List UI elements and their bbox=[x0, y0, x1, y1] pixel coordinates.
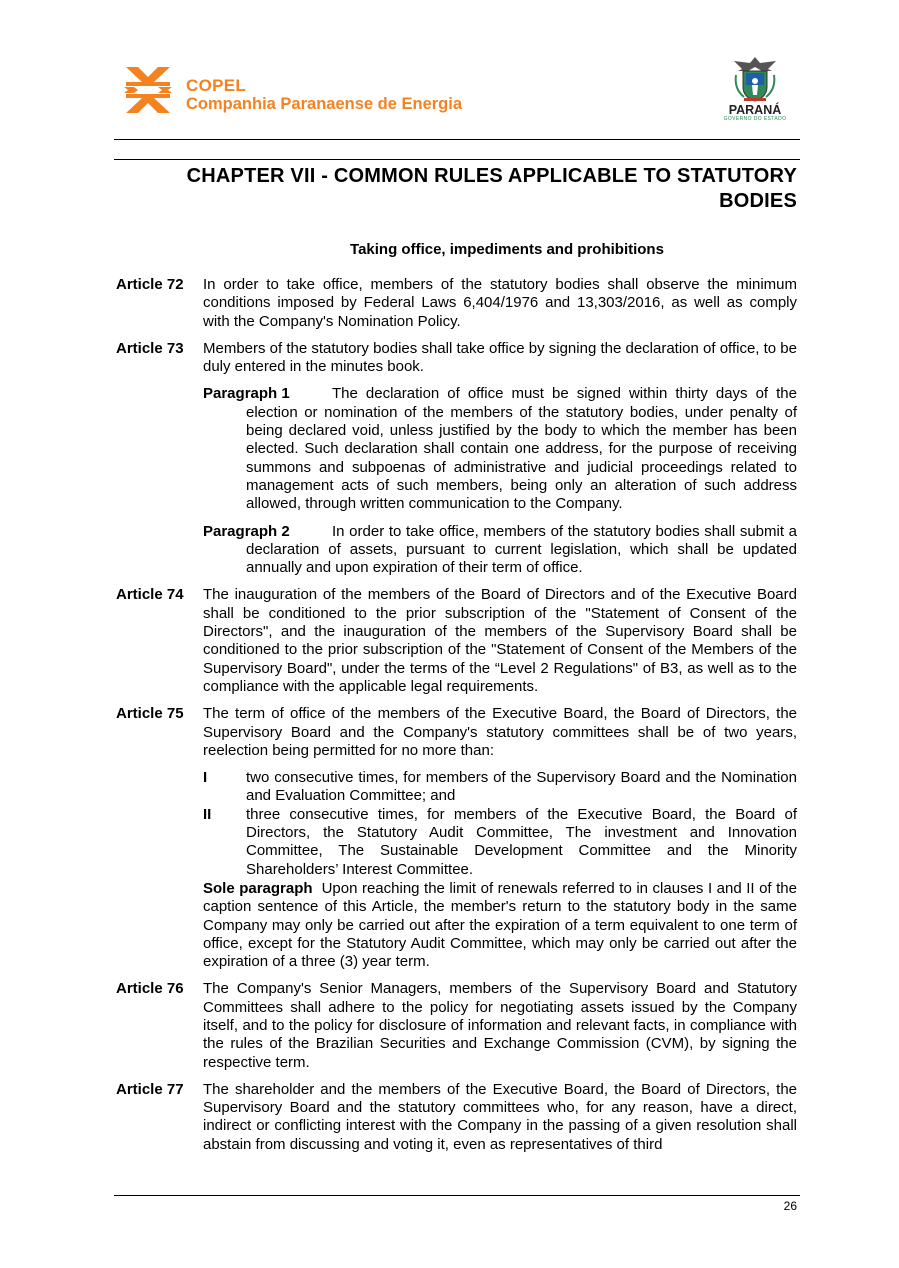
parana-coat-of-arms-icon bbox=[730, 55, 780, 103]
clause-number: II bbox=[203, 805, 212, 823]
header-divider bbox=[114, 139, 800, 140]
article-label: Article 72 bbox=[116, 276, 184, 293]
article-label: Article 74 bbox=[116, 586, 184, 604]
clause-number: I bbox=[203, 769, 208, 787]
article-label: Article 76 bbox=[116, 980, 184, 998]
article-76 bbox=[116, 980, 797, 1071]
sole-paragraph-label: Sole paragraph bbox=[203, 879, 313, 897]
clause-item bbox=[203, 806, 797, 879]
state-subtitle: GOVERNO DO ESTADO bbox=[723, 116, 787, 122]
article-text: The Company's Senior Managers, members of the Supervisory Board and Statutory Committees shall adhere to the policy for negotiating assets issued by the Company itself, and to the policy for disclosure of information and relevant facts, in compliance with the rules of the Brazilian Securities and Exchange Commission (CVM), by signing the respective term. bbox=[203, 980, 797, 1071]
company-short-name: COPEL bbox=[186, 76, 247, 95]
article-text: The shareholder and the members of the Executive Board, the Board of Directors, the Supervisory Board and the statutory committees who, for any reason, have a direct, indirect or conflicting interest with the Company in the passing of a given resolution shall abstain from discussing and voting it, even as representatives of third bbox=[203, 1080, 797, 1153]
sole-paragraph bbox=[203, 880, 797, 971]
paragraph-1 bbox=[203, 385, 797, 513]
company-name bbox=[186, 77, 462, 113]
footer-divider bbox=[114, 1195, 800, 1196]
article-content bbox=[203, 340, 797, 578]
article-label: Article 77 bbox=[116, 1080, 184, 1098]
article-text: Members of the statutory bodies shall take office by signing the declaration of office, to be duly entered in the minutes book. bbox=[203, 339, 797, 376]
clause-text: three consecutive times, for members of the Executive Board, the Board of Directors, the Statutory Audit Committee, The investment and Innovation Committee, The Sustainable Development Committee and the Minority Shareholders’ Interest Committee. bbox=[246, 805, 797, 878]
article-text: The term of office of the members of the Executive Board, the Board of Directors, the Supervisory Board and the Company's statutory committees shall be of two years, reelection being permitted for no more than: bbox=[203, 705, 797, 759]
article-text: In order to take office, members of the statutory bodies shall observe the minimum conditions imposed by Federal Laws 6,404/1976 and 13,303/2016, as well as comply with the Company's Nomination Policy. bbox=[203, 276, 797, 330]
article-75 bbox=[116, 705, 797, 971]
paragraph-2 bbox=[203, 523, 797, 578]
paragraph-text: In order to take office, members of the statutory bodies shall submit a declaration of assets, pursuant to current legislation, which shall be updated annually and upon expiration of their term of office. bbox=[246, 522, 797, 577]
article-text: The inauguration of the members of the Board of Directors and of the Executive Board shall be conditioned to the prior subscription of the "Statement of Consent of the Directors", and the inauguration of the members of the Supervisory Board shall be conditioned to the prior subscription of the "Statement of Consent of the Members of the Supervisory Board", under the terms of the “Level 2 Regulations" of B3, as well as to the compliance with the applicable legal requirements. bbox=[203, 586, 797, 695]
state-name: PARANÁ bbox=[728, 103, 782, 117]
page-number: 26 bbox=[783, 1199, 797, 1213]
article-77 bbox=[116, 1081, 797, 1154]
paragraph-label: Paragraph 1 bbox=[203, 385, 290, 403]
clause-text: two consecutive times, for members of the Supervisory Board and the Nomination and Evaluation Committee; and bbox=[246, 769, 797, 805]
sole-paragraph-text: Upon reaching the limit of renewals referred to in clauses I and II of the caption sentence of this Article, the member's return to the statutory body in the same Company may only be carried out after the expiration of a term equivalent to one term of office, except for the Statutory Audit Committee, which may only be carried out after the expiration of a three (3) year term. bbox=[203, 879, 797, 971]
section-title: Taking office, impediments and prohibitions bbox=[350, 241, 664, 258]
clause-list bbox=[203, 769, 797, 879]
article-label: Article 73 bbox=[116, 339, 184, 357]
copel-logo-icon bbox=[124, 67, 172, 113]
clause-item bbox=[203, 769, 797, 806]
parana-logo bbox=[720, 55, 790, 133]
company-full-name: Companhia Paranaense de Energia bbox=[186, 95, 463, 113]
document-body bbox=[116, 276, 797, 1163]
page-header bbox=[114, 55, 800, 135]
article-74 bbox=[116, 586, 797, 696]
article-72 bbox=[116, 276, 797, 331]
article-label: Article 75 bbox=[116, 705, 184, 723]
article-73 bbox=[116, 340, 797, 578]
chapter-title: CHAPTER VII - COMMON RULES APPLICABLE TO STATUTORY BODIES bbox=[186, 165, 797, 212]
paragraph-text: The declaration of office must be signed within thirty days of the election or nomination of the members of the statutory bodies, under penalty of being declared void, unless justified by the body to which the member has been elected. Such declaration shall contain one address, for the purpose of receiving summons and subpoenas of administrative and judicial proceedings related to management acts of such members, being only an alteration of such address allowed, through written communication to the Company. bbox=[246, 385, 797, 513]
chapter-divider bbox=[114, 159, 800, 160]
paragraph-label: Paragraph 2 bbox=[203, 522, 290, 540]
article-content bbox=[203, 705, 797, 971]
